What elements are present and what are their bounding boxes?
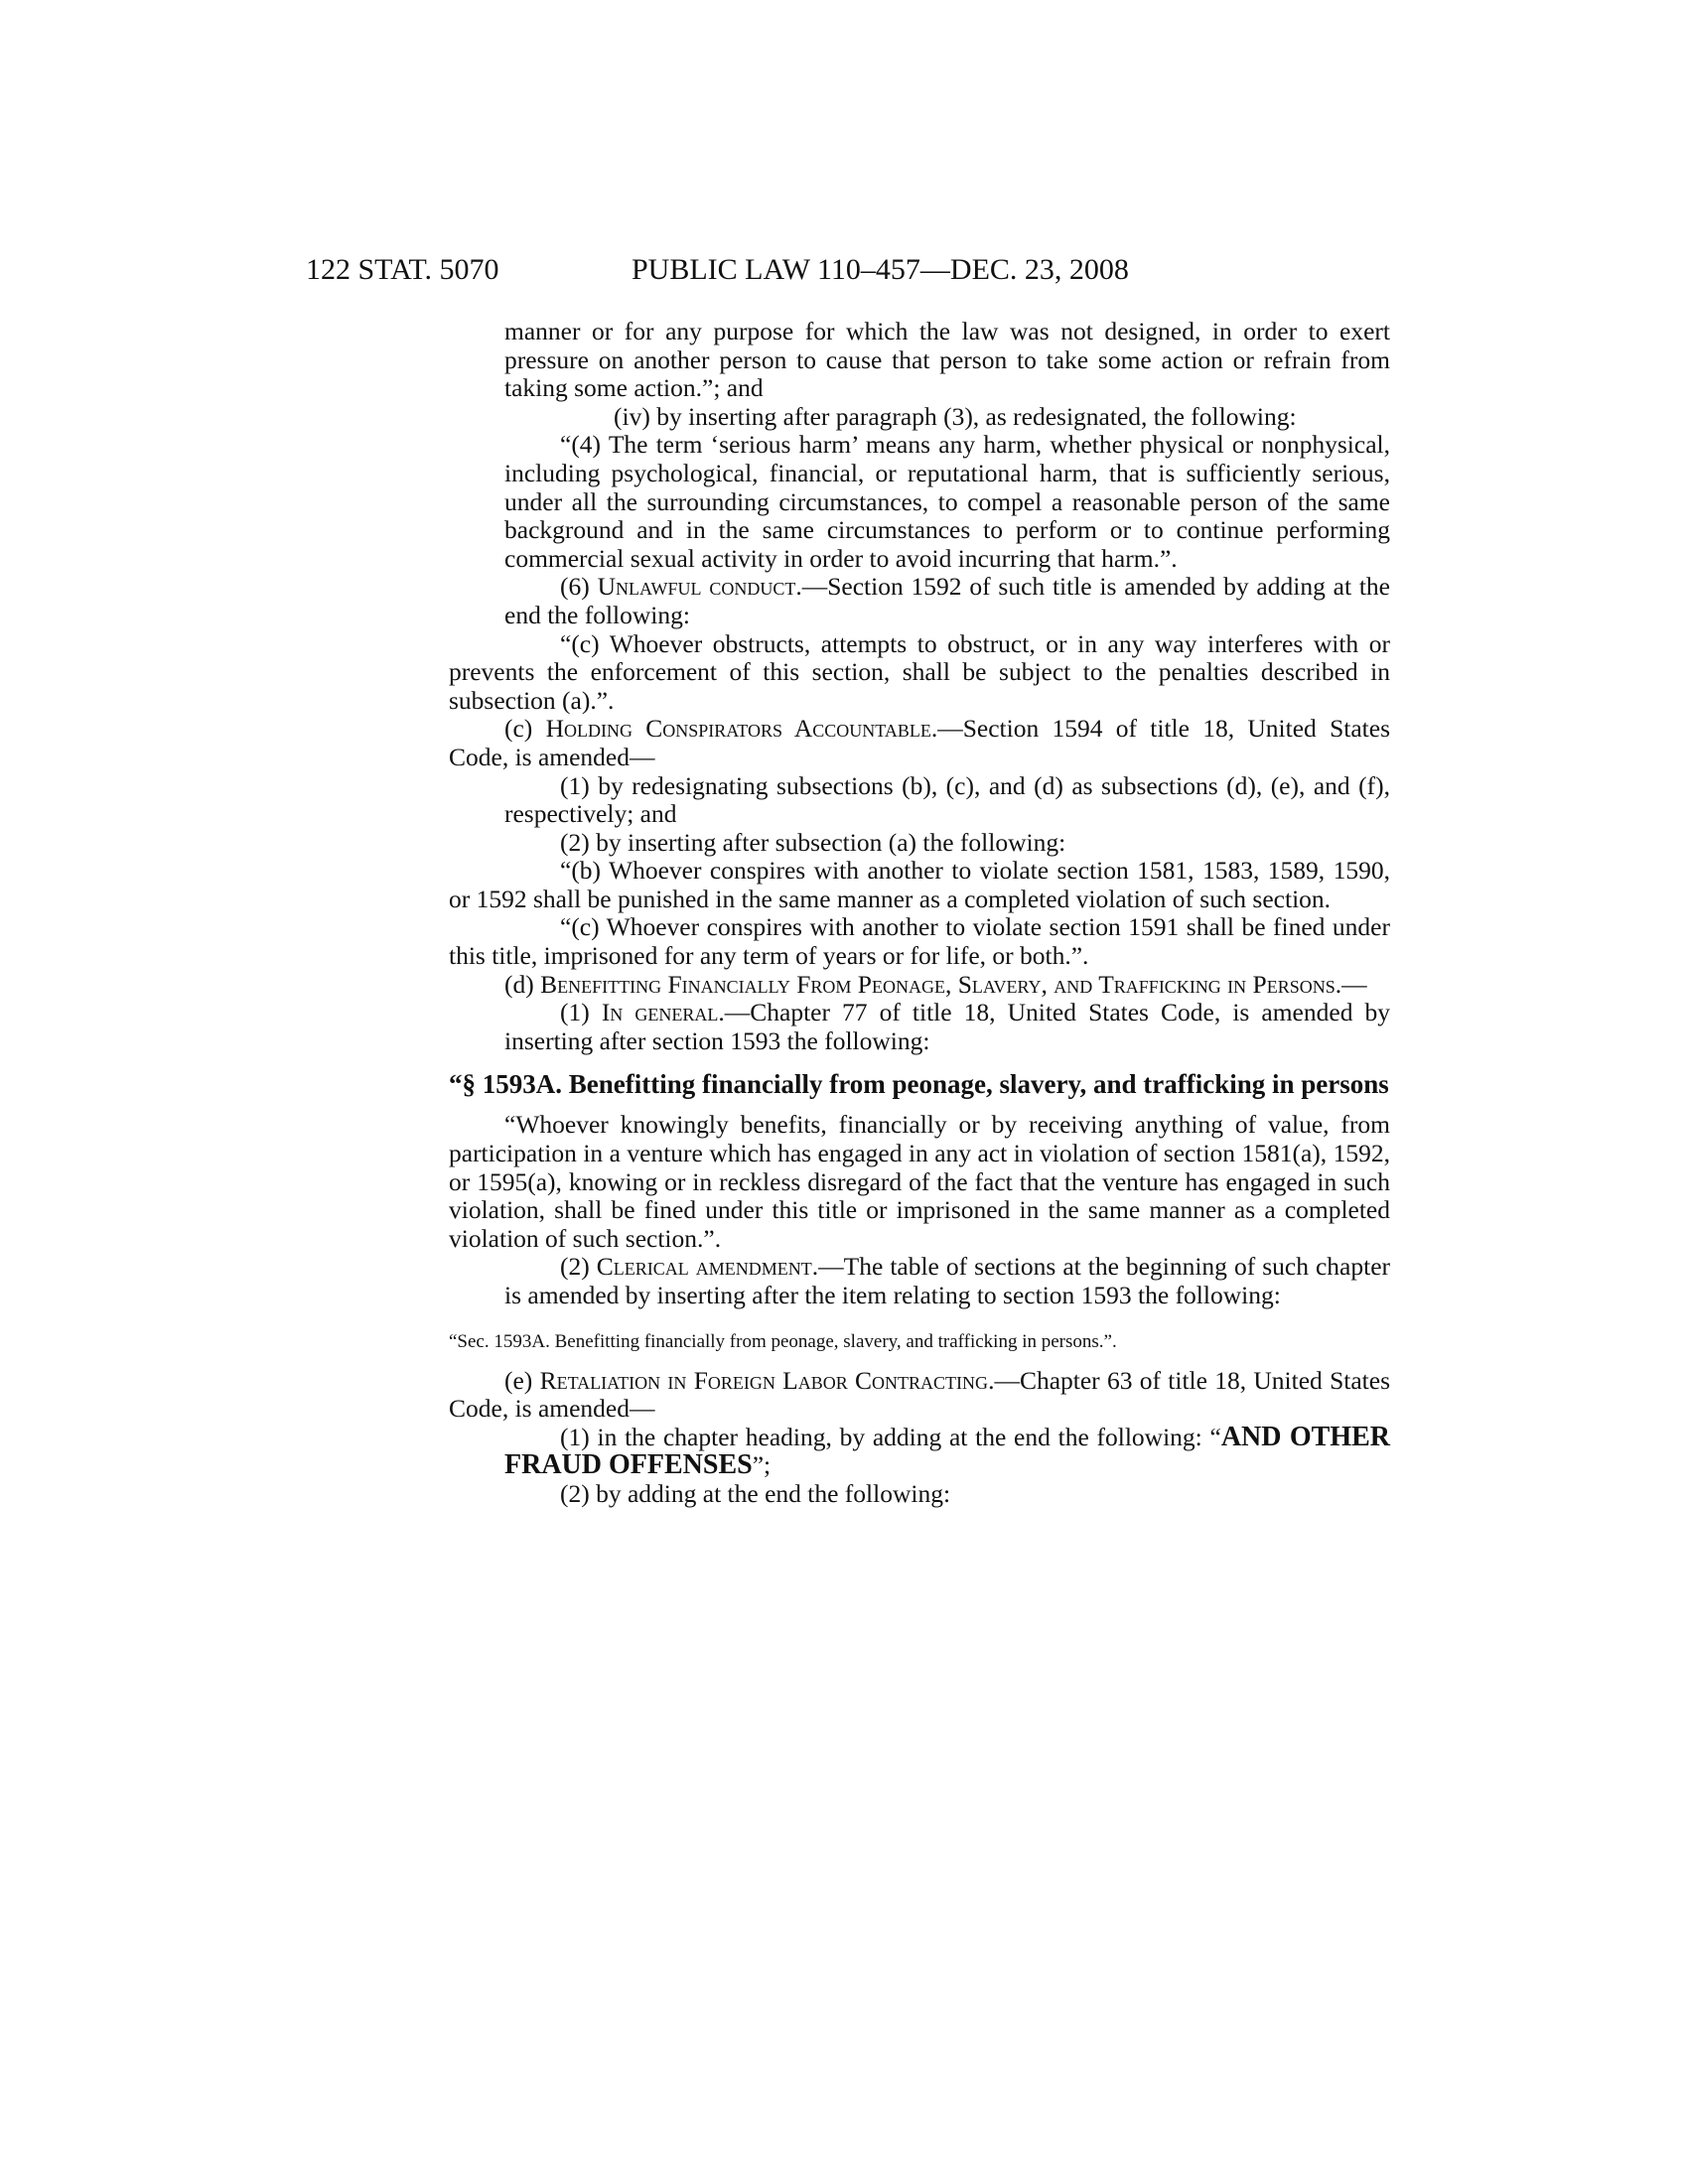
document-body bbox=[449, 317, 1391, 1509]
running-title: PUBLIC LAW 110–457—DEC. 23, 2008 bbox=[632, 253, 1129, 286]
subsection-d-text: .— bbox=[1335, 969, 1367, 999]
subsection-e-text: .—Chapter 63 of title 18, United States Code, is amended— bbox=[449, 1365, 1390, 1424]
paragraph-e-1 bbox=[504, 1421, 1390, 1481]
paragraph-d-1-heading: In general bbox=[601, 998, 719, 1027]
page-header bbox=[306, 250, 1231, 290]
paragraph-d-2-text: .—The table of sections at the beginning of such chapter is amended by inserting after the item relating to section 1593 the following: bbox=[504, 1252, 1391, 1309]
section-1593a-text: “Whoever knowingly benefits, financially or by receiving anything of value, from participation in a venture which has engaged in any act in violation of section 1581(a), 1592, or 1595(a), knowing or in reckless disregard of the fact that the venture has engaged in such violation, shall be fined under this title or imprisoned in the same manner as a completed violation of such section.”. bbox=[449, 1110, 1390, 1253]
paragraph-d-2-number: (2) bbox=[560, 1252, 597, 1282]
paragraph-d-1-text: .—Chapter 77 of title 18, United States Code, is amended by inserting after section 1593 the following: bbox=[504, 998, 1391, 1055]
paragraph-6-number: (6) bbox=[560, 572, 598, 602]
subsection-c bbox=[449, 715, 1390, 771]
subsection-e-heading: Retaliation in Foreign Labor Contracting bbox=[539, 1365, 989, 1395]
subsection-d-number: (d) bbox=[504, 969, 541, 999]
paragraph-6-heading: Unlawful conduct bbox=[597, 572, 796, 602]
subsection-e-number: (e) bbox=[504, 1365, 540, 1395]
quoted-subsection-c-2: “(c) Whoever conspires with another to violate section 1591 shall be fined under this title, imprisoned for any term of years or for life, or both.”. bbox=[449, 912, 1390, 971]
section-1593a-heading: “§ 1593A. Benefitting financially from peonage, slavery, and trafficking in persons bbox=[449, 1069, 1389, 1100]
paragraph-continuation: manner or for any purpose for which the law was not designed, in order to exert pressure on another person to cause that person to take some action or refrain from taking some action.”; and bbox=[504, 317, 1390, 403]
quoted-subsection-b: “(b) Whoever conspires with another to violate section 1581, 1583, 1589, 1590, or 1592 shall be punished in the same manner as a completed violation of such section. bbox=[449, 856, 1390, 913]
paragraph-d-1-number: (1) bbox=[560, 998, 602, 1027]
paragraph-2: (2) by inserting after subsection (a) the following: bbox=[560, 827, 1066, 857]
paragraph-e-1-close: ”; bbox=[752, 1450, 772, 1480]
paragraph-d-2 bbox=[504, 1253, 1390, 1309]
subsection-c-number: (c) bbox=[504, 714, 546, 744]
paragraph-e-2: (2) by adding at the end the following: bbox=[560, 1478, 951, 1508]
paragraph-e-1-text: (1) in the chapter heading, by adding at the end the following: “ bbox=[560, 1422, 1221, 1451]
paragraph-6 bbox=[504, 573, 1390, 629]
clause-iv bbox=[614, 403, 1390, 432]
paragraph-d-1 bbox=[504, 999, 1390, 1055]
clause-iv-text: (iv) by inserting after paragraph (3), as redesignated, the following: bbox=[614, 401, 1297, 431]
paragraph-d-2-heading: Clerical amendment bbox=[596, 1252, 812, 1282]
subsection-c-heading: Holding Conspirators Accountable bbox=[545, 714, 931, 744]
table-of-sections-entry: “Sec. 1593A. Benefitting financially from peonage, slavery, and trafficking in persons.”. bbox=[449, 1330, 1117, 1352]
subsection-d bbox=[449, 971, 1390, 1000]
chapter-heading-addition: AND OTHER FRAUD OFFENSES bbox=[504, 1421, 1390, 1481]
quoted-paragraph-4: “(4) The term ‘serious harm’ means any harm, whether physical or nonphysical, including psychological, financial, or reputational harm, that is sufficiently serious, under all the surrounding circumstances, to compel a reasonable person of the same background and in the same circumstances to perform or to continue performing commercial sexual activity in order to avoid incurring that harm.”. bbox=[504, 430, 1390, 573]
subsection-d-heading: Benefitting Financially From Peonage, Slavery, and Trafficking in Persons bbox=[540, 969, 1336, 999]
subsection-c-text: .—Section 1594 of title 18, United States Code, is amended— bbox=[449, 714, 1390, 771]
quoted-subsection-c: “(c) Whoever obstructs, attempts to obstruct, or in any way interferes with or prevents the enforcement of this section, shall be subject to the penalties described in subsection (a).”. bbox=[449, 628, 1390, 715]
subsection-e bbox=[449, 1367, 1390, 1424]
stat-page-number: 122 STAT. 5070 bbox=[306, 253, 499, 286]
paragraph-6-text: .—Section 1592 of such title is amended by adding at the end the following: bbox=[504, 572, 1391, 629]
paragraph-1: (1) by redesignating subsections (b), (c), and (d) as subsections (d), (e), and (f), respectively; and bbox=[504, 770, 1390, 829]
